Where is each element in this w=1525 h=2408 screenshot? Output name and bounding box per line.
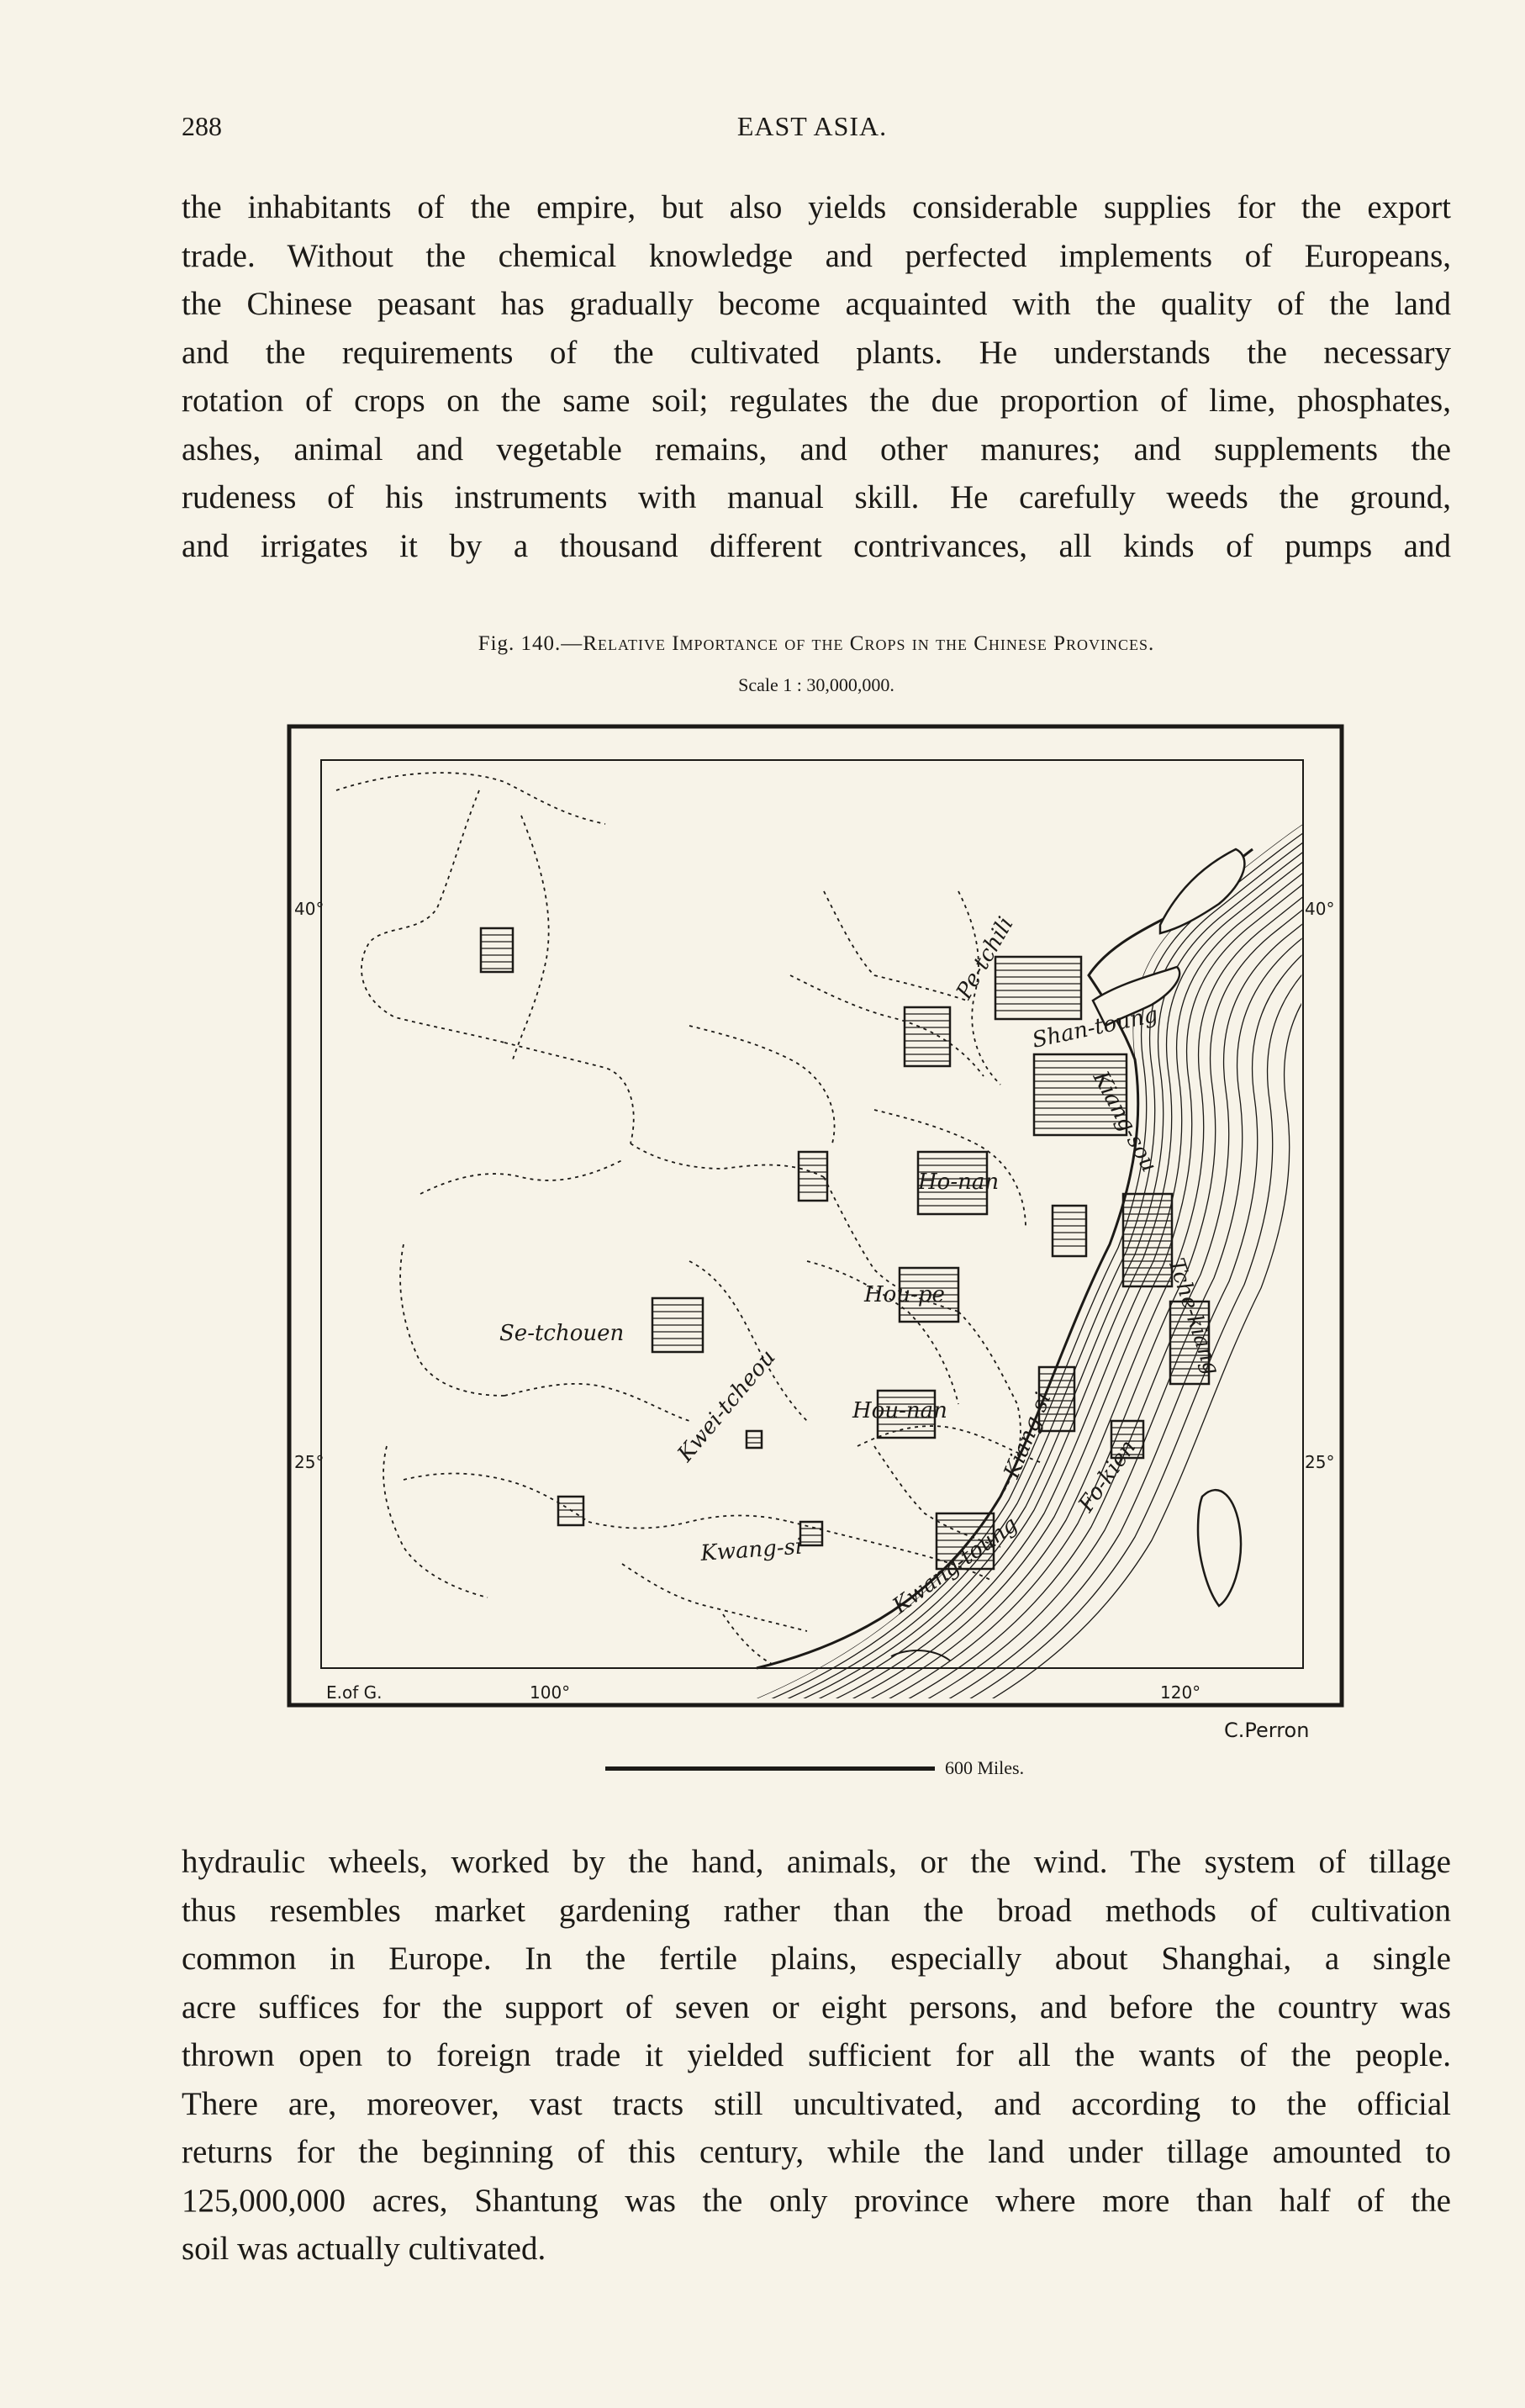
- page-number: 288: [182, 111, 222, 141]
- formosa-island: [1198, 1490, 1241, 1606]
- crop-bar-kweitcheou: [747, 1431, 762, 1448]
- running-title: EAST ASIA.: [736, 111, 888, 141]
- crop-map: [286, 723, 1345, 1708]
- crop-bar-shansi: [905, 1007, 950, 1066]
- label-hupe: Hou-pe: [864, 1282, 945, 1307]
- text-line: the Chinese peasant has gradually become acquainted with the quality of the land: [182, 286, 1451, 322]
- label-kwangtoung: Kwang-toung: [888, 1512, 1023, 1619]
- crop-bar-nganhoei: [1053, 1206, 1086, 1256]
- province-labels: [499, 913, 1224, 1620]
- text-line: ashes, animal and vegetable remains, and other manures; and supplements the: [182, 430, 1451, 467]
- text-line: There are, moreover, vast tracts still uncultivated, and according to the official: [182, 2085, 1451, 2122]
- lon-100-label: 100°: [530, 1682, 571, 1703]
- liaotung-peninsula: [1160, 849, 1244, 933]
- figure-title: Relative Importance of the Crops in the Chinese Provinces.: [583, 632, 1155, 655]
- lat-25-right-label: 25°: [1305, 1452, 1335, 1472]
- label-setchuen: Se-tchouen: [499, 1321, 625, 1346]
- text-line: hydraulic wheels, worked by the hand, animals, or the wind. The system of tillage: [182, 1844, 1451, 1880]
- lat-40-left-label: 40°: [294, 899, 325, 919]
- crop-bar-kwangsi: [800, 1522, 822, 1545]
- label-kiangsu: Kiang-sou: [1087, 1067, 1162, 1177]
- lon-120-label: 120°: [1160, 1682, 1201, 1703]
- text-line: soil was actually cultivated.: [182, 2231, 546, 2267]
- crop-bar-setchuen: [652, 1298, 703, 1352]
- text-line: thrown open to foreign trade it yielded sufficient for all the wants of the people.: [182, 2037, 1451, 2073]
- text-line: and irrigates it by a thousand different contrivances, all kinds of pumps and: [182, 527, 1451, 564]
- text-line: rudeness of his instruments with manual skill. He carefully weeds the ground,: [182, 479, 1451, 515]
- map-frame-outer: [289, 726, 1342, 1705]
- label-pechili: Pe-tchili: [952, 912, 1019, 1004]
- figure-number: Fig. 140.—: [478, 632, 583, 655]
- label-kiangsi: Kiang-si: [999, 1389, 1057, 1482]
- text-line: and the requirements of the cultivated plants. He understands the necessary: [182, 334, 1451, 371]
- text-line: returns for the beginning of this century, while the land under tillage amounted to: [182, 2134, 1451, 2170]
- text-line: acre suffices for the support of seven or eight persons, and before the country was: [182, 1988, 1451, 2025]
- text-line: thus resembles market gardening rather than the broad methods of cultivation: [182, 1892, 1451, 1929]
- figure-caption: [182, 632, 1451, 656]
- figure-scale: Scale 1 : 30,000,000.: [738, 674, 894, 695]
- label-honan: Ho-nan: [918, 1170, 1000, 1195]
- label-kwangsi: Kwang-si: [699, 1534, 804, 1566]
- crop-bar-kansu: [481, 928, 513, 972]
- lat-40-right-label: 40°: [1305, 899, 1335, 919]
- text-line: rotation of crops on the same soil; regulates the due proportion of lime, phosphates,: [182, 383, 1451, 419]
- label-kweitcheou: Kwei-tcheou: [673, 1344, 781, 1467]
- label-fokien: Fo-kien: [1074, 1435, 1142, 1518]
- label-tchekiang: Tche-kiang: [1163, 1254, 1225, 1378]
- label-shantung: Shan-toung: [1030, 1001, 1160, 1054]
- label-hunan: Hou-nan: [852, 1398, 947, 1423]
- map-credit: C.Perron: [1224, 1719, 1310, 1742]
- scalebar-label: 600 Miles.: [945, 1757, 1025, 1778]
- scalebar-line: [605, 1766, 935, 1771]
- crop-bar-pechili: [995, 957, 1081, 1019]
- text-line: 125,000,000 acres, Shantung was the only province where more than half of the: [182, 2182, 1451, 2219]
- engraver-label: E.of G.: [326, 1682, 383, 1703]
- paragraph-bottom: [182, 1838, 1451, 2273]
- text-line: the inhabitants of the empire, but also yields considerable supplies for the export: [182, 189, 1451, 225]
- text-line: common in Europe. In the fertile plains, especially about Shanghai, a single: [182, 1941, 1451, 1977]
- text-line: trade. Without the chemical knowledge and perfected implements of Europeans,: [182, 237, 1451, 274]
- paragraph-top: [182, 183, 1451, 570]
- page-header: [182, 111, 1443, 148]
- lat-25-left-label: 25°: [294, 1452, 325, 1472]
